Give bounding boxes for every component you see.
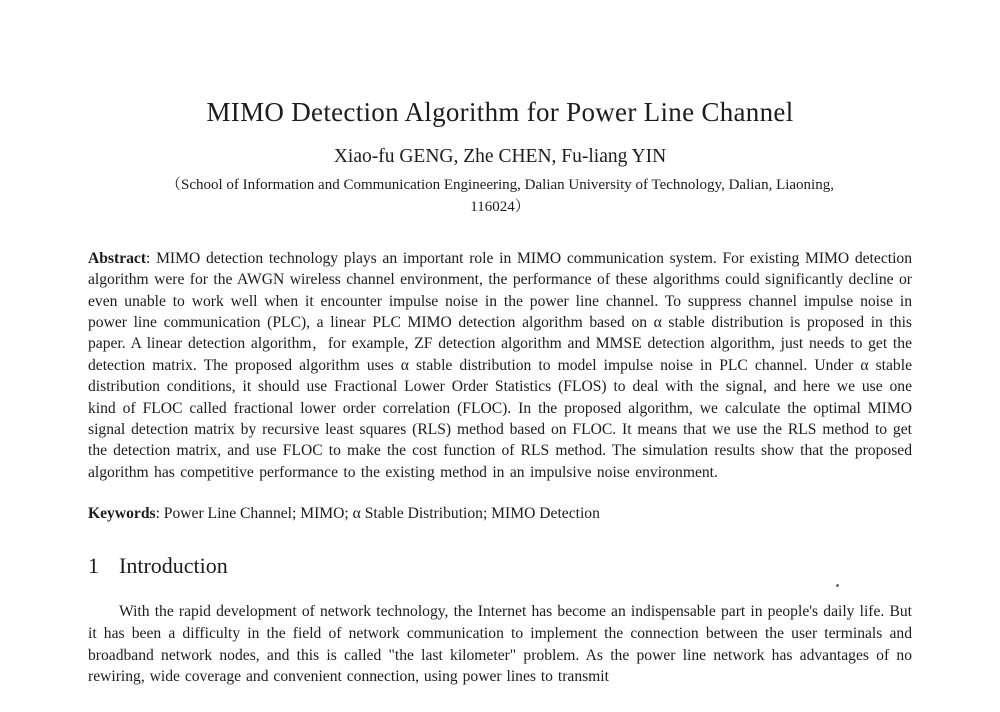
scan-artifact-dot xyxy=(836,584,839,587)
abstract-text: : MIMO detection technology plays an important role in MIMO communication system. For existing MIMO detection algorithm were for the AWGN wireless channel environment, the performance of these algorithms could significantly decline or even unable to work well when it encounter impulse noise in the power line channel. To suppress channel impulse noise in power line communication (PLC), a linear PLC MIMO detection algorithm based on α stable distribution is proposed in this paper. A linear detection algorithm，for example, ZF detection algorithm and MMSE detection algorithm, just needs to get the detection matrix. The proposed algorithm uses α stable distribution to model impulse noise in PLC channel. Under α stable distribution conditions, it should use Fractional Lower Order Statistics (FLOS) to deal with the signal, and here we use one kind of FLOC called fractional lower order correlation (FLOC). In the proposed algorithm, we calculate the optimal MIMO signal detection matrix by recursive least squares (RLS) method based on FLOC. It means that we use the RLS method to get the detection matrix, and use FLOC to make the cost function of RLS method. The simulation results show that the proposed algorithm has competitive performance to the existing method in an impulsive noise environment. xyxy=(88,249,912,481)
keywords-label: Keywords xyxy=(88,505,156,523)
intro-paragraph: With the rapid development of network technology, the Internet has become an indispensable part in people's daily life. But it has been a difficulty in the field of network communication to implement the connection between the user terminals and broadband network nodes, and this is called "the last kilometer" problem. As the power line network has advantages of no rewiring, wide coverage and convenient connection, using power lines to transmit xyxy=(88,603,912,686)
authors-line: Xiao-fu GENG, Zhe CHEN, Fu-liang YIN xyxy=(333,146,667,168)
keywords-line xyxy=(88,503,912,524)
affiliation xyxy=(88,174,912,218)
paper-title: MIMO Detection Algorithm for Power Line Channel xyxy=(206,97,794,127)
affiliation-line-2: 116024） xyxy=(470,198,530,215)
section-heading-introduction xyxy=(88,553,912,579)
affiliation-line-1: （School of Information and Communication Engineering, Dalian University of Technology, Dalian, Liaoning, xyxy=(166,176,834,193)
section-number: 1 xyxy=(88,552,99,578)
page-content xyxy=(88,0,912,688)
keywords-text: : Power Line Channel; MIMO; α Stable Distribution; MIMO Detection xyxy=(155,505,600,523)
abstract-label: Abstract xyxy=(88,249,147,267)
section-title: Introduction xyxy=(119,552,228,578)
abstract-paragraph xyxy=(88,248,912,483)
